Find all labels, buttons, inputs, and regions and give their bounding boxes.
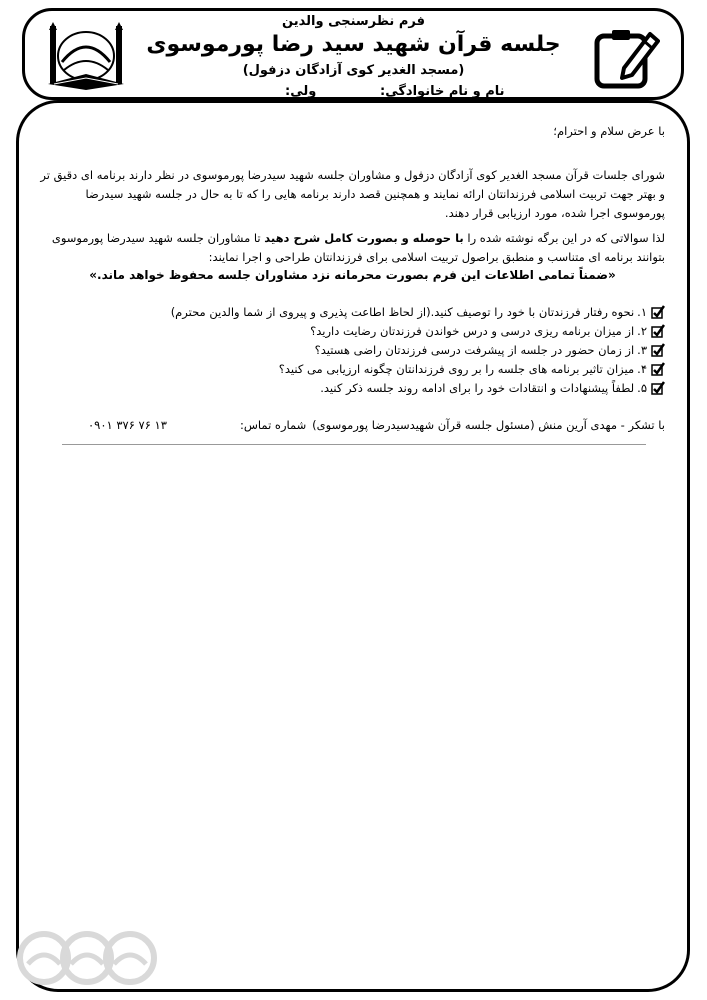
instruction-text-end: تا مشاوران جلسه شهید سیدرضا پورموسوی بتوانند برنامه ای متناسب و منطبق براصول تربیت اسلامی برای فرزندانتان طراحی و اجرا نمایند: <box>51 231 665 264</box>
instruction-emphasis: با حوصله و بصورت کامل شرح دهید <box>264 231 464 245</box>
checkmark-box-icon <box>651 324 665 338</box>
greeting: با عرض سلام و احترام؛ <box>553 124 665 138</box>
instruction-paragraph <box>40 229 665 267</box>
watermark-logo <box>14 924 160 990</box>
question-item <box>100 340 665 359</box>
question-item <box>100 359 665 378</box>
instruction-text-start: لذا سوالاتی که در این برگه نوشته شده را <box>463 231 665 245</box>
question-item <box>100 302 665 321</box>
divider <box>62 444 646 445</box>
closing-line: با تشکر - مهدی آرین منش (مسئول جلسه قرآن شهیدسیدرضا پورموسوی) <box>312 418 665 432</box>
guardian-label: ولی: <box>285 84 317 99</box>
intro-paragraph: شورای جلسات قرآن مسجد الغدیر کوی آزادگان دزفول و مشاوران جلسه شهید سیدرضا پورموسوی در نظر دارند برنامه ای دقیق تر و بهتر جهت تربیت اسلامی فرزندانتان ارائه نمایند و همچنین قصد دارند برنامه هایی را که تا به حال در جلسه شهید سیدرضا پورموسوی اجرا شده، مورد ارزیابی قرار دهند. <box>40 168 665 220</box>
form-subtitle: فرم نظرسنجی والدین <box>282 14 425 29</box>
phone-number: ۰۹۰۱ ۳۷۶ ۷۶ ۱۳ <box>88 418 167 432</box>
question-list <box>100 302 665 397</box>
question-number: ۴. <box>637 361 647 376</box>
question-number: ۱. <box>637 304 647 319</box>
confidential-note: «ضمناً تمامی اطلاعات این فرم بصورت محرمانه نزد مشاوران جلسه محفوظ خواهد ماند.» <box>89 268 616 282</box>
question-text: از زمان حضور در جلسه از پیشرفت درسی فرزندتان راضی هستید؟ <box>314 342 635 357</box>
checkmark-box-icon <box>651 381 665 395</box>
question-item <box>100 321 665 340</box>
phone-label: شماره تماس: <box>240 418 307 432</box>
question-item <box>100 378 665 397</box>
session-title: جلسه قرآن شهید سید رضا پورموسوی <box>146 32 561 57</box>
family-name-label: نام و نام خانوادگی: <box>380 84 505 99</box>
question-text: از میزان برنامه ریزی درسی و درس خواندن فرزندتان رضایت دارید؟ <box>310 323 635 338</box>
checkmark-box-icon <box>651 343 665 357</box>
question-number: ۳. <box>637 342 647 357</box>
question-number: ۵. <box>637 380 647 395</box>
question-text: میزان تاثیر برنامه های جلسه را بر روی فرزندانتان چگونه ارزیابی می کنید؟ <box>278 361 635 376</box>
checkmark-box-icon <box>651 362 665 376</box>
question-number: ۲. <box>637 323 647 338</box>
question-text: نحوه رفتار فرزندتان با خود را توصیف کنید.(از لحاظ اطاعت پذیری و پیروی از شما والدین محترم) <box>170 304 635 319</box>
mosque-line: (مسجد الغدیر کوی آزادگان دزفول) <box>242 63 465 78</box>
question-text: لطفاً پیشنهادات و انتقادات خود را برای ادامه روند جلسه ذکر کنید. <box>320 380 635 395</box>
checkmark-box-icon <box>651 305 665 319</box>
